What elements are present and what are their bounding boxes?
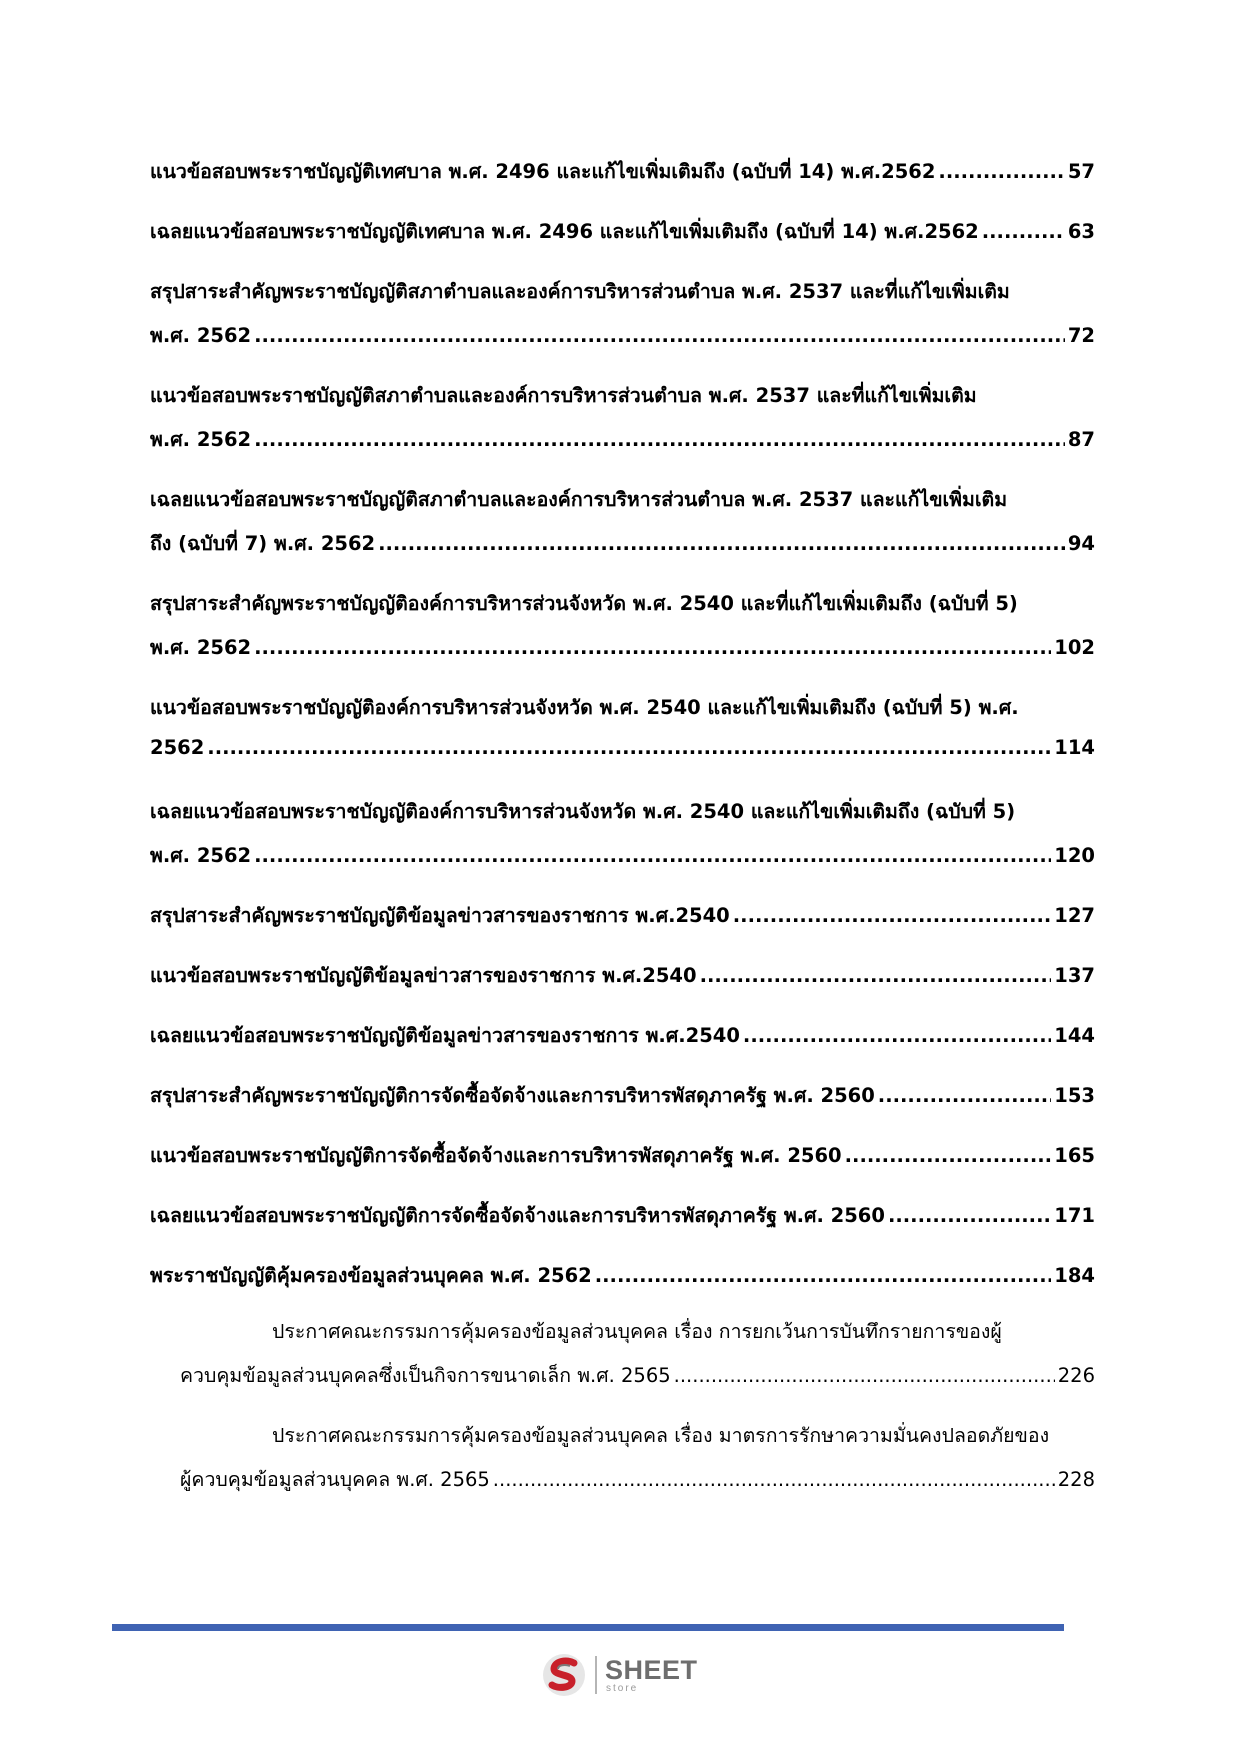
toc-entry-title: แนวข้อสอบพระราชบัญญัติองค์การบริหารส่วนจังหวัด พ.ศ. 2540 และแก้ไขเพิ่มเติมถึง (ฉบับที่ 5) พ.ศ. (150, 696, 1019, 719)
toc-entry-title: พระราชบัญญัติคุ้มครองข้อมูลส่วนบุคคล พ.ศ. 2562 (150, 1264, 592, 1287)
dot-leader (878, 1084, 1051, 1107)
toc-entry[interactable] (150, 1020, 1095, 1050)
toc-page-number: 153 (1054, 1084, 1095, 1107)
dot-leader (938, 160, 1064, 183)
toc-page-number: 228 (1057, 1468, 1095, 1491)
toc-entry-title: เฉลยแนวข้อสอบพระราชบัญญัติเทศบาล พ.ศ. 2496 และแก้ไขเพิ่มเติมถึง (ฉบับที่ 14) พ.ศ.2562 (150, 220, 979, 243)
toc-entry[interactable] (150, 900, 1095, 930)
toc-entry-title-cont: ถึง (ฉบับที่ 7) พ.ศ. 2562 (150, 532, 376, 555)
dot-leader (254, 844, 1051, 867)
toc-entry-title: แนวข้อสอบพระราชบัญญัติเทศบาล พ.ศ. 2496 และแก้ไขเพิ่มเติมถึง (ฉบับที่ 14) พ.ศ.2562 (150, 160, 936, 183)
toc-page-number: 87 (1067, 428, 1095, 451)
dot-leader (743, 1024, 1051, 1047)
dot-leader (378, 532, 1065, 555)
logo-separator (595, 1656, 597, 1694)
toc-page-number: 72 (1067, 324, 1095, 347)
dot-leader (845, 1144, 1052, 1167)
toc-page-number: 94 (1067, 532, 1095, 555)
toc-subentry-title: ประกาศคณะกรรมการคุ้มครองข้อมูลส่วนบุคคล เรื่อง มาตรการรักษาความมั่นคงปลอดภัยของ (272, 1424, 1050, 1447)
toc-entry[interactable] (150, 960, 1095, 990)
toc-entry[interactable] (150, 216, 1095, 246)
toc-entry-title: เฉลยแนวข้อสอบพระราชบัญญัติองค์การบริหารส่วนจังหวัด พ.ศ. 2540 และแก้ไขเพิ่มเติมถึง (ฉบับที่ 5) (150, 800, 1016, 823)
toc-entry-title: เฉลยแนวข้อสอบพระราชบัญญัติการจัดซื้อจัดจ้างและการบริหารพัสดุภาครัฐ พ.ศ. 2560 (150, 1204, 885, 1227)
toc-page-number: 144 (1054, 1024, 1095, 1047)
toc-entry-title: แนวข้อสอบพระราชบัญญัติสภาตำบลและองค์การบริหารส่วนตำบล พ.ศ. 2537 และที่แก้ไขเพิ่มเติม (150, 384, 977, 407)
toc-page-number: 127 (1054, 904, 1095, 927)
dot-leader (700, 964, 1052, 987)
toc-subentry[interactable] (150, 1316, 1095, 1386)
toc-entry-title-cont: พ.ศ. 2562 (150, 428, 252, 451)
dot-leader (982, 220, 1065, 243)
toc-entry[interactable] (150, 1140, 1095, 1170)
dot-leader (207, 736, 1051, 759)
dot-leader (674, 1364, 1055, 1387)
dot-leader (493, 1468, 1055, 1491)
toc-entry[interactable] (150, 1080, 1095, 1110)
toc-entry[interactable] (150, 1260, 1095, 1290)
toc-entry-title: สรุปสาระสำคัญพระราชบัญญัติการจัดซื้อจัดจ้างและการบริหารพัสดุภาครัฐ พ.ศ. 2560 (150, 1084, 875, 1107)
toc-page-number: 57 (1067, 160, 1095, 183)
dot-leader (733, 904, 1052, 927)
toc-entry[interactable] (150, 380, 1095, 450)
dot-leader (888, 1204, 1051, 1227)
logo-brand-text: SHEET (605, 1655, 698, 1685)
toc-entry[interactable] (150, 588, 1095, 658)
toc-subentry-title-cont: ผู้ควบคุมข้อมูลส่วนบุคคล พ.ศ. 2565 (180, 1468, 490, 1491)
toc-entry[interactable] (150, 276, 1095, 346)
toc-entry-title: แนวข้อสอบพระราชบัญญัติข้อมูลข่าวสารของราชการ พ.ศ.2540 (150, 964, 697, 987)
toc-page-number: 184 (1054, 1264, 1095, 1287)
toc-page-number: 171 (1054, 1204, 1095, 1227)
toc-page-number: 226 (1057, 1364, 1095, 1387)
dot-leader (595, 1264, 1052, 1287)
toc-entry-title: เฉลยแนวข้อสอบพระราชบัญญัติสภาตำบลและองค์การบริหารส่วนตำบล พ.ศ. 2537 และแก้ไขเพิ่มเติม (150, 488, 1008, 511)
toc-page-number: 120 (1054, 844, 1095, 867)
toc-entry-title: เฉลยแนวข้อสอบพระราชบัญญัติข้อมูลข่าวสารของราชการ พ.ศ.2540 (150, 1024, 740, 1047)
toc-entry-title: สรุปสาระสำคัญพระราชบัญญัติองค์การบริหารส่วนจังหวัด พ.ศ. 2540 และที่แก้ไขเพิ่มเติมถึง (ฉบับที่ 5) (150, 592, 1018, 615)
dot-leader (254, 324, 1065, 347)
toc-subentry-title-cont: ควบคุมข้อมูลส่วนบุคคลซึ่งเป็นกิจการขนาดเล็ก พ.ศ. 2565 (180, 1364, 671, 1387)
toc-entry-title-cont: พ.ศ. 2562 (150, 844, 252, 867)
toc-entry-title: สรุปสาระสำคัญพระราชบัญญัติสภาตำบลและองค์การบริหารส่วนตำบล พ.ศ. 2537 และที่แก้ไขเพิ่มเติม (150, 280, 1010, 303)
toc-subentry-title: ประกาศคณะกรรมการคุ้มครองข้อมูลส่วนบุคคล เรื่อง การยกเว้นการบันทึกรายการของผู้ (272, 1320, 1002, 1343)
toc-subentry[interactable] (150, 1420, 1095, 1490)
toc-entry[interactable] (150, 692, 1095, 762)
dot-leader (254, 428, 1065, 451)
toc-page-number: 165 (1054, 1144, 1095, 1167)
toc-entry-title: แนวข้อสอบพระราชบัญญัติการจัดซื้อจัดจ้างและการบริหารพัสดุภาครัฐ พ.ศ. 2560 (150, 1144, 842, 1167)
toc-page-number: 137 (1054, 964, 1095, 987)
toc-entry-title: สรุปสาระสำคัญพระราชบัญญัติข้อมูลข่าวสารของราชการ พ.ศ.2540 (150, 904, 730, 927)
toc-entry-title-cont: พ.ศ. 2562 (150, 324, 252, 347)
toc-page-number: 63 (1067, 220, 1095, 243)
dot-leader (254, 636, 1051, 659)
toc-entry[interactable] (150, 1200, 1095, 1230)
toc-entry[interactable] (150, 484, 1095, 554)
toc-entry-title-cont: พ.ศ. 2562 (150, 636, 252, 659)
toc-page-number: 102 (1054, 636, 1095, 659)
toc-entry-title-cont: 2562 (150, 736, 205, 759)
logo-brand-subtext: store (606, 1683, 639, 1694)
toc-page-number: 114 (1054, 736, 1095, 759)
sheet-store-logo-icon (541, 1652, 587, 1698)
footer-divider (112, 1624, 1064, 1631)
toc-entry[interactable] (150, 156, 1095, 186)
toc-entry[interactable] (150, 796, 1095, 866)
sheet-store-logo (535, 1650, 710, 1700)
